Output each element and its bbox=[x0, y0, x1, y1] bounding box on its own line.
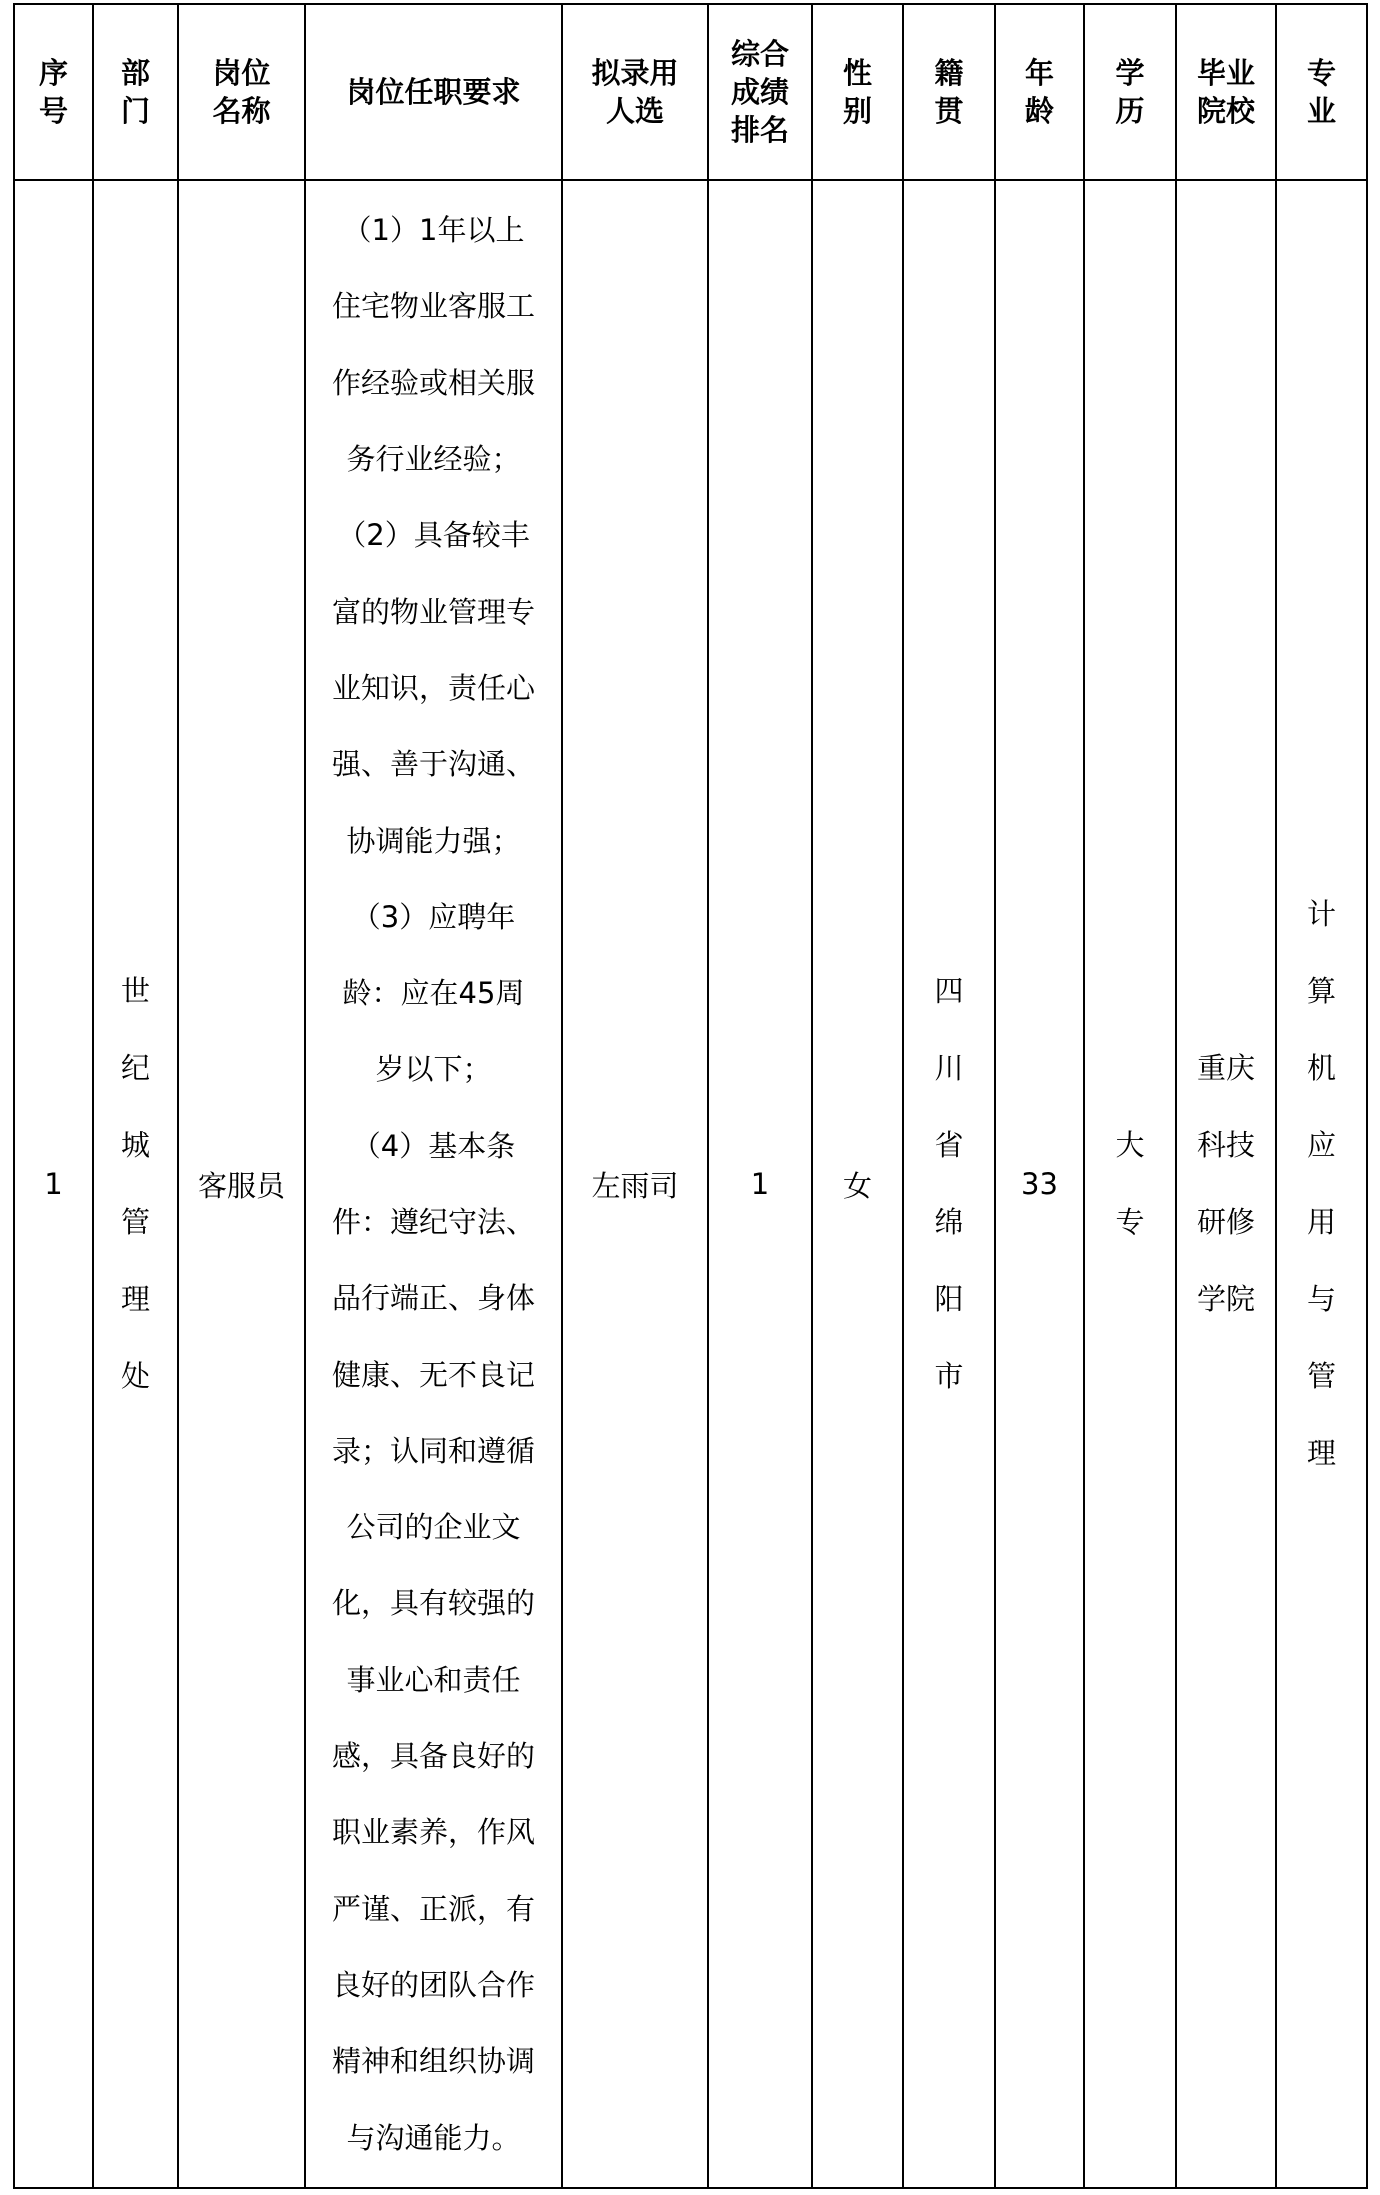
cell-department: 世 纪 城 管 理 处 bbox=[93, 180, 178, 2188]
table-row bbox=[14, 180, 1367, 2188]
header-candidate: 拟录用 人选 bbox=[562, 4, 708, 180]
cell-school: 重庆 科技 研修 学院 bbox=[1176, 180, 1276, 2188]
cell-requirements: （1）1年以上 住宅物业客服工 作经验或相关服 务行业经验； （2）具备较丰 富的物业管理专 业知识，责任心 强、善于沟通、 协调能力强； （3）应聘年 龄：应在45周 岁以下； （4）基本条 件：遵纪守法、 品行端正、身体 健康、无不良记 录；认同和遵循 公司的企业文 化，具有较强的 事业心和责任 感，具备良好的 职业素养，作风 严谨、正派，有 良好的团队合作 精神和组织协调 与沟通能力。 bbox=[305, 180, 562, 2188]
header-gender: 性 别 bbox=[812, 4, 903, 180]
cell-major: 计 算 机 应 用 与 管 理 bbox=[1276, 180, 1367, 2188]
header-row bbox=[14, 4, 1367, 180]
header-rank: 综合 成绩 排名 bbox=[708, 4, 812, 180]
header-department: 部 门 bbox=[93, 4, 178, 180]
header-age: 年 龄 bbox=[995, 4, 1084, 180]
cell-education: 大 专 bbox=[1084, 180, 1176, 2188]
header-major: 专 业 bbox=[1276, 4, 1367, 180]
header-requirements: 岗位任职要求 bbox=[305, 4, 562, 180]
header-native-place: 籍 贯 bbox=[903, 4, 995, 180]
header-education: 学 历 bbox=[1084, 4, 1176, 180]
cell-candidate: 左雨司 bbox=[562, 180, 708, 2188]
header-school: 毕业 院校 bbox=[1176, 4, 1276, 180]
cell-rank: 1 bbox=[708, 180, 812, 2188]
cell-age: 33 bbox=[995, 180, 1084, 2188]
header-index: 序 号 bbox=[14, 4, 93, 180]
recruitment-table bbox=[13, 3, 1368, 2189]
cell-index: 1 bbox=[14, 180, 93, 2188]
cell-position: 客服员 bbox=[178, 180, 305, 2188]
cell-gender: 女 bbox=[812, 180, 903, 2188]
cell-native-place: 四 川 省 绵 阳 市 bbox=[903, 180, 995, 2188]
header-position: 岗位 名称 bbox=[178, 4, 305, 180]
